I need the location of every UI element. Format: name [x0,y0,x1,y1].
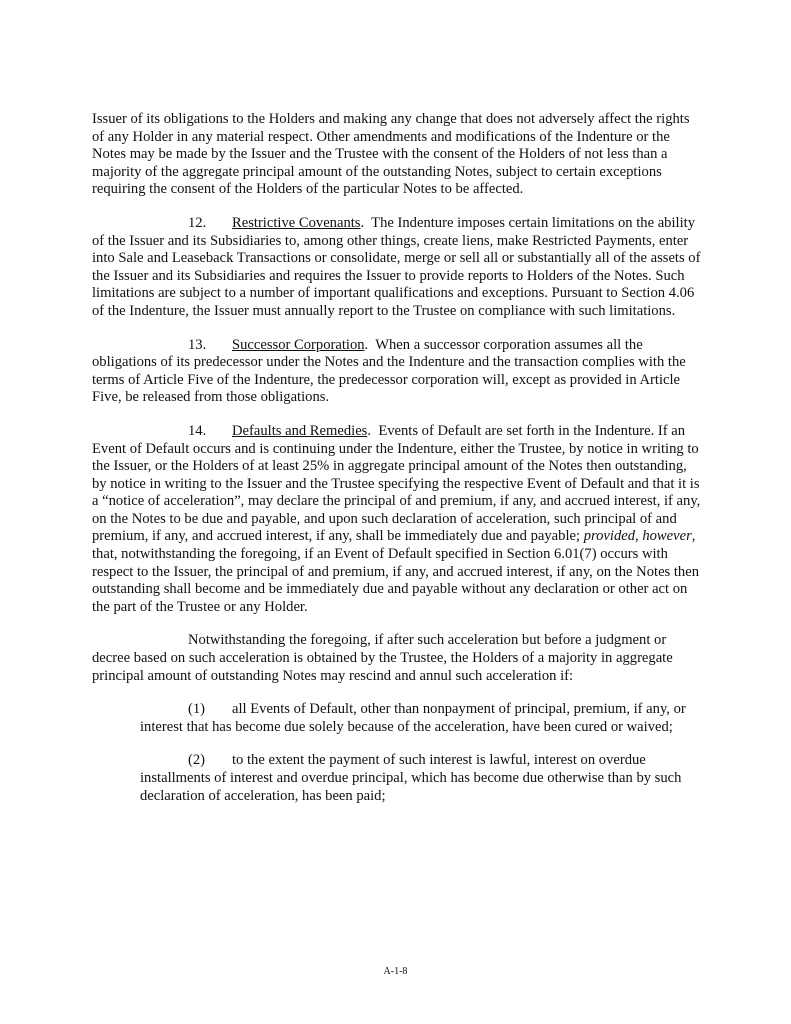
section-heading: Successor Corporation [232,336,365,353]
intro-paragraph: Issuer of its obligations to the Holders and making any change that does not adversely affect the rights of any Holder in any material respect. Other amendments and modifications of the Indenture or the Notes may be made by the Issuer and the Trustee with the consent of the Holders of not less than a majority of the aggregate principal amount of the outstanding Notes, subject to certain exceptions requiring the consent of the Holders of the particular Notes to be affected. [92,111,690,198]
section-text: The Indenture imposes certain limitations on the ability of the Issuer and its Subsidiaries to, among other things, create liens, make Restricted Payments, enter into Sale and Leaseback Transactions or consolidate, merge or sell all or substantially all of the assets of the Issuer and its Subsidiaries and requires the Issuer to provide reports to Holders of the Notes. Such limitations are subject to a number of important qualifications and exceptions. Pursuant to Section 4.06 of the Indenture, the Issuer must annually report to the Trustee on compliance with such limitations. [92,214,701,319]
document-page [92,111,702,821]
page-number: A-1-8 [383,966,408,977]
section-number: 13. [188,336,207,353]
condition-1 [140,701,702,736]
italic-however: however [642,528,692,545]
section-14: 14. Defaults and Remedies. Events of Default are set forth in the Indenture. If an Event of Default occurs and is continuing under the Indenture, either the Trustee, by notice in writing to the Issuer, or the Holders of at least 25% in aggregate principal amount of the Notes then outstanding, by notice in writing to the Issuer and the Trustee specifying the respective Event of Default and that it is a “notice of acceleration”, may declare the principal of and premium, if any, and accrued interest, if any, on the Notes to be due and payable, and upon such declaration of acceleration, such principal of and premium, if any, and accrued interest, if any, shall be immediately due and payable; provided, however, that, notwithstanding the foregoing, if an Event of Default specified in Section 6.01(7) occurs with respect to the Issuer, the principal of and premium, if any, and accrued interest, if any, on the Notes then outstanding shall become and be immediately due and payable without any declaration or other act on the part of the Trustee or any Holder. [92,422,701,615]
condition-number: (2) [188,752,206,769]
condition-2 [140,752,702,805]
section-text: When a successor corporation assumes all the obligations of its predecessor under the Notes and the Indenture and the transaction complies with the terms of Article Five of the Indenture, the predecessor corporation will, except as provided in Article Five, be released from those obligations. [92,336,686,406]
section-heading: Defaults and Remedies [232,422,368,439]
italic-provided: provided [583,528,636,545]
condition-text: to the extent the payment of such interest is lawful, interest on overdue installments of interest and overdue principal, which has become due otherwise than by such declaration of acceleration, has been paid; [140,752,682,804]
section-13: 13. Successor Corporation. When a successor corporation assumes all the obligations of its predecessor under the Notes and the Indenture and the transaction complies with the terms of Article Five of the Indenture, the predecessor corporation will, except as provided in Article Five, be released from those obligations. [92,336,686,406]
notwithstanding-paragraph: Notwithstanding the foregoing, if after such acceleration but before a judgment or decree based on such acceleration is obtained by the Trustee, the Holders of a majority in aggregate principal amount of outstanding Notes may rescind and annul such acceleration if: [92,632,673,684]
section-number: 14. [188,422,207,439]
comma: , [635,528,643,545]
section-heading: Restrictive Covenants [232,214,361,231]
section-text: Events of Default are set forth in the Indenture. If an Event of Default occurs and is continuing under the Indenture, either the Trustee, by notice in writing to the Issuer, or the Holders of at least 25% in aggregate principal amount of the Notes then outstanding, by notice in writing to the Issuer and the Trustee specifying the respective Event of Default and that it is a “notice of acceleration”, may declare the principal of and premium, if any, and accrued interest, if any, on the Notes to be due and payable, and upon such declaration of acceleration, such principal of and premium, if any, and accrued interest, if any, shall be immediately due and payable; [92,422,701,545]
section-text-continued: , that, notwithstanding the foregoing, if an Event of Default specified in Section 6.01(7) occurs with respect to the Issuer, the principal of and premium, if any, and accrued interest, if any, on the Notes then outstanding shall become and be immediately due and payable without any declaration or other act on the part of the Trustee or any Holder. [92,528,700,615]
condition-text: all Events of Default, other than nonpayment of principal, premium, if any, or interest that has become due solely because of the acceleration, have been cured or waived; [140,701,686,735]
section-12: 12. Restrictive Covenants. The Indenture imposes certain limitations on the ability of the Issuer and its Subsidiaries to, among other things, create liens, make Restricted Payments, enter into Sale and Leaseback Transactions or consolidate, merge or sell all or substantially all of the assets of the Issuer and its Subsidiaries and requires the Issuer to provide reports to Holders of the Notes. Such limitations are subject to a number of important qualifications and exceptions. Pursuant to Section 4.06 of the Indenture, the Issuer must annually report to the Trustee on compliance with such limitations. [92,214,701,319]
condition-number: (1) [188,701,206,718]
section-number: 12. [188,214,207,231]
